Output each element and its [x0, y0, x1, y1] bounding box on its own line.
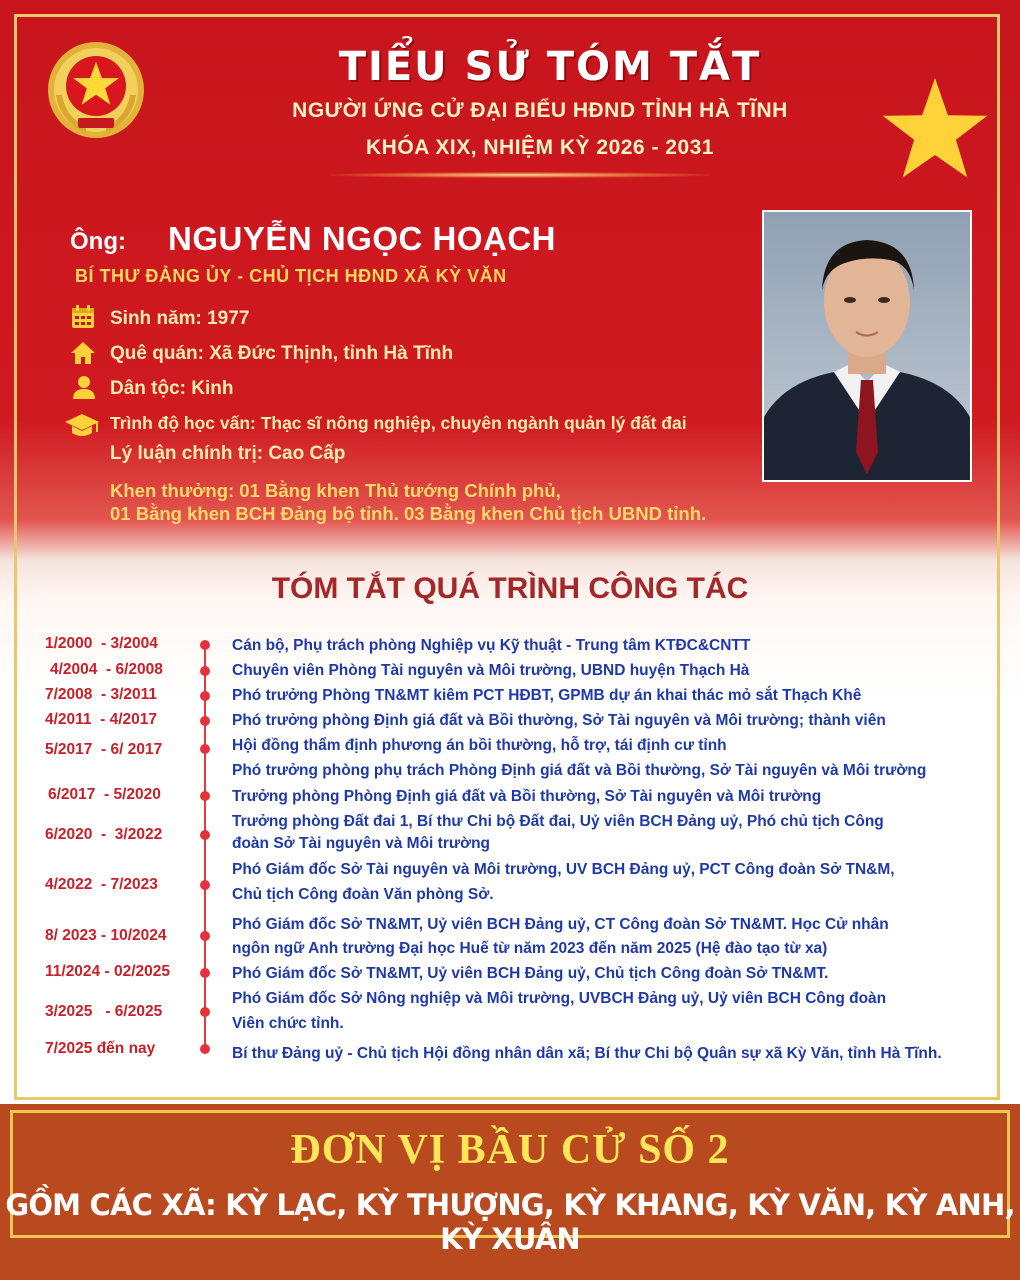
- political-theory: Lý luận chính trị: Cao Cấp: [110, 443, 346, 464]
- education: Trình độ học vấn: Thạc sĩ nông nghiệp, chuyên ngành quản lý đất đai: [110, 413, 687, 433]
- entry-desc: Bí thư Đảng uỷ - Chủ tịch Hội đồng nhân dân xã; Bí thư Chi bộ Quân sự xã Kỳ Văn, tỉnh Hà Tĩnh.: [232, 1045, 942, 1062]
- timeline-dot: [200, 968, 210, 978]
- name-prefix: Ông:: [70, 228, 126, 255]
- national-emblem-icon: [46, 40, 146, 140]
- timeline-dot: [200, 691, 210, 701]
- entry-date: 1/2000 - 3/2004: [45, 635, 158, 652]
- home-icon: [70, 340, 96, 366]
- entry-desc: ngôn ngữ Anh trường Đại học Huế từ năm 2023 đến năm 2025 (Hệ đào tạo từ xa): [232, 940, 828, 957]
- timeline-dot: [200, 1044, 210, 1054]
- timeline-dot: [200, 931, 210, 941]
- timeline-dot: [200, 791, 210, 801]
- entry-date: 4/2011 - 4/2017: [45, 711, 158, 728]
- entry-desc: đoàn Sở Tài nguyên và Môi trường: [232, 835, 491, 852]
- rewards-line-2: 01 Bằng khen BCH Đảng bộ tỉnh. 03 Bằng khen Chủ tịch UBND tỉnh.: [110, 503, 707, 524]
- entry-desc: Trưởng phòng Đất đai 1, Bí thư Chi bộ Đất đai, Uỷ viên BCH Đảng uỷ, Phó chủ tịch Công: [232, 813, 884, 830]
- timeline-dot: [200, 716, 210, 726]
- entry-date: 3/2025 - 6/2025: [45, 1003, 163, 1020]
- entry-desc: Chuyên viên Phòng Tài nguyên và Môi trường, UBND huyện Thạch Hà: [232, 662, 750, 679]
- entry-date: 5/2017 - 6/ 2017: [45, 741, 163, 758]
- candidate-photo: [762, 210, 972, 482]
- entry-desc: Phó trưởng phòng Định giá đất và Bồi thường, Sở Tài nguyên và Môi trường; thành viên: [232, 712, 886, 729]
- entry-desc: Phó Giám đốc Sở Tài nguyên và Môi trường, UV BCH Đảng uỷ, PCT Công đoàn Sở TN&M,: [232, 861, 895, 878]
- timeline-dot: [200, 830, 210, 840]
- entry-date: 7/2008 - 3/2011: [45, 686, 158, 703]
- entry-desc: Phó Giám đốc Sở TN&MT, Uỷ viên BCH Đảng uỷ, Chủ tịch Công đoàn Sở TN&MT.: [232, 965, 829, 982]
- rewards-line-1: Khen thưởng: 01 Bằng khen Thủ tướng Chính phủ,: [110, 480, 561, 501]
- timeline-dot: [200, 640, 210, 650]
- entry-desc: Phó Giám đốc Sở TN&MT, Uỷ viên BCH Đảng uỷ, CT Công đoàn Sở TN&MT. Học Cử nhân: [232, 916, 889, 933]
- timeline-dot: [200, 880, 210, 890]
- entry-desc: Viên chức tỉnh.: [232, 1015, 344, 1032]
- entry-date: 7/2025 đến nay: [45, 1040, 156, 1057]
- subtitle-line-1: NGƯỜI ỨNG CỬ ĐẠI BIỂU HĐND TỈNH HÀ TĨNH: [292, 99, 788, 122]
- entry-desc: Phó Giám đốc Sở Nông nghiệp và Môi trường, UVBCH Đảng uỷ, Uỷ viên BCH Công đoàn: [232, 990, 887, 1007]
- gold-star-icon: [880, 74, 990, 184]
- entry-date: 4/2022 - 7/2023: [45, 876, 158, 893]
- electoral-unit-communes: GỒM CÁC XÃ: KỲ LẠC, KỲ THƯỢNG, KỲ KHANG, KỲ VĂN, KỲ ANH, KỲ XUÂN: [5, 1188, 1015, 1256]
- entry-desc: Chủ tịch Công đoàn Văn phòng Sở.: [232, 886, 494, 903]
- entry-date: 8/ 2023 - 10/2024: [45, 927, 167, 944]
- entry-desc: Phó trưởng phòng phụ trách Phòng Định giá đất và Bồi thường, Sở Tài nguyên và Môi trường: [232, 762, 927, 779]
- timeline-dot: [200, 666, 210, 676]
- entry-date: 6/2017 - 5/2020: [48, 786, 161, 803]
- person-icon: [72, 375, 96, 399]
- timeline-dot: [200, 1007, 210, 1017]
- entry-date: 6/2020 - 3/2022: [45, 826, 163, 843]
- candidate-position: BÍ THƯ ĐẢNG ỦY - CHỦ TỊCH HĐND XÃ KỲ VĂN: [75, 266, 507, 286]
- career-section-title: TÓM TẮT QUÁ TRÌNH CÔNG TÁC: [271, 572, 749, 605]
- entry-desc: Cán bộ, Phụ trách phòng Nghiệp vụ Kỹ thuật - Trung tâm KTĐC&CNTT: [232, 637, 751, 654]
- graduation-cap-icon: [64, 412, 100, 440]
- candidate-name: NGUYỄN NGỌC HOẠCH: [168, 220, 557, 257]
- ethnicity: Dân tộc: Kinh: [110, 378, 234, 399]
- entry-desc: Hội đồng thẩm định phương án bồi thường, hỗ trợ, tái định cư tỉnh: [232, 737, 727, 754]
- timeline-dot: [200, 744, 210, 754]
- calendar-icon: [70, 304, 96, 330]
- entry-desc: Phó trưởng Phòng TN&MT kiêm PCT HĐBT, GPMB dự án khai thác mỏ sắt Thạch Khê: [232, 687, 862, 704]
- title-glow: [330, 172, 710, 178]
- birth-year: Sinh năm: 1977: [110, 308, 250, 329]
- electoral-unit-title: ĐƠN VỊ BẦU CỬ SỐ 2: [290, 1127, 730, 1173]
- entry-desc: Trưởng phòng Phòng Định giá đất và Bồi thường, Sở Tài nguyên và Môi trường: [232, 788, 822, 805]
- entry-date: 11/2024 - 02/2025: [45, 963, 170, 980]
- hometown: Quê quán: Xã Đức Thịnh, tỉnh Hà Tĩnh: [110, 343, 454, 364]
- page-title: TIỂU SỬ TÓM TẮT: [338, 44, 762, 90]
- subtitle-line-2: KHÓA XIX, NHIỆM KỲ 2026 - 2031: [365, 136, 714, 159]
- entry-date: 4/2004 - 6/2008: [50, 661, 163, 678]
